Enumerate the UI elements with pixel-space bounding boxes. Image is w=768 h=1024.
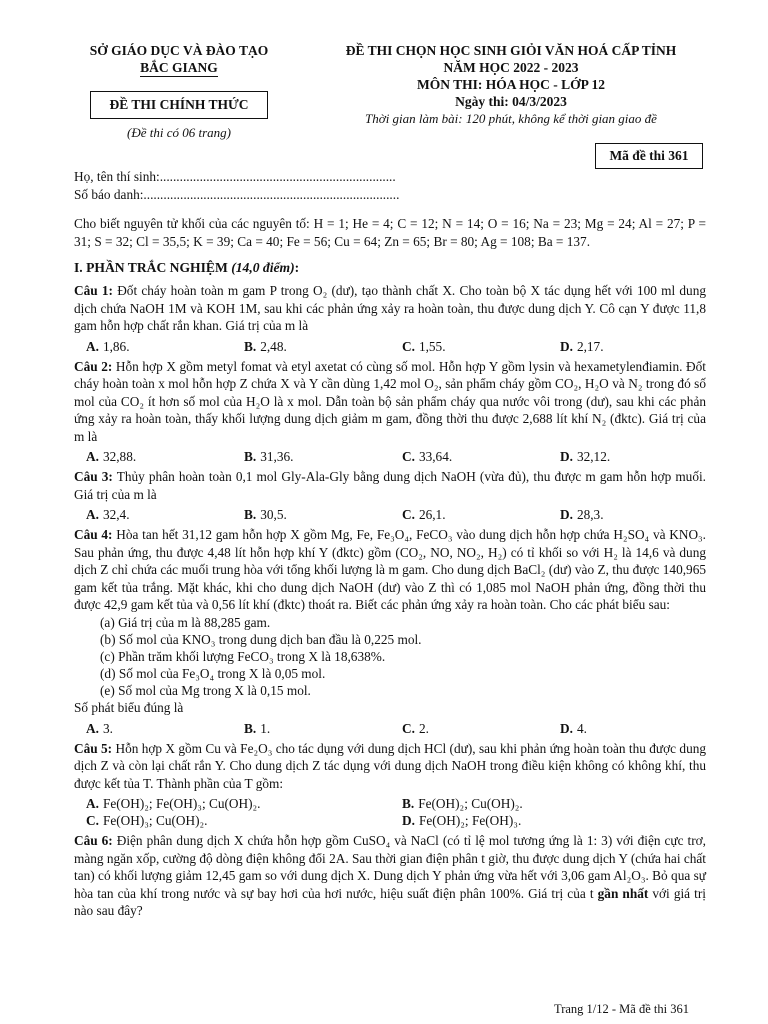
question-2 [74,358,706,446]
option-d [548,506,706,523]
statement-b: (b) Số mol của KNO₃ trong dung dịch ban đầu là 0,225 mol. [100,631,422,647]
school-year: NĂM HỌC 2022 - 2023 [443,60,579,75]
option-c [390,448,548,465]
option-text: 31,36. [260,449,294,464]
question-text: Hòa tan hết 31,12 gam hỗn hợp X gồm Mg, Fe, Fe₃O₄, FeCO₃ vào dung dịch hỗn hợp chứa H₂SO₄ và KNO₃. Sau phản ứng, thu được 4,48 lít hỗn hợp khí Y (đktc) gồm (CO₂, NO, NO₂, H₂) có tỉ khối so với H₂ là 14,6 và dung dịch Z chỉ chứa các muối trung hòa với tổng khối lượng là m gam. Cho dung dịch BaCl₂ (dư) vào Z, thu được 140,965 gam kết tủa trắng. Mặt khác, khi cho dung dịch NaOH (dư) vào Z thì có 1,085 mol NaOH phản ứng, đồng thời thu được 42,9 gam kết tủa và 0,56 lít khí (đktc) thoát ra. Biết các phản ứng xảy ra hoàn toàn. Cho các phát biểu sau: [74,527,707,612]
option-a [74,506,232,523]
option-d [548,720,706,737]
question-label: Câu 3: [74,469,113,484]
question-1 [74,282,706,335]
page-footer: Trang 1/12 - Mã đề thi 361 [554,1002,689,1016]
page-count-note: (Đề thi có 06 trang) [127,125,231,140]
statement-d: (d) Số mol của Fe₃O₄ trong X là 0,05 mol. [100,665,326,681]
question-text: Hỗn hợp X gồm metyl fomat và etyl axetat có cùng số mol. Hỗn hợp Y gồm lysin và hexametylenđiamin. Đốt cháy hoàn toàn x mol hỗn hợp Z chứa X và Y cần dùng 1,42 mol O₂, sản phẩm cháy gồm CO₂, H₂O và N₂ trong đó số mol của CO₂ ít hơn số mol của H₂O là x mol. Dẫn toàn bộ sản phẩm cháy qua nước vôi trong (dư), sau khi các phản ứng xảy ra hoàn toàn, thấy khối lượng dung dịch giảm m gam, đồng thời thu được 2,688 lít khí N₂ (đktc). Giá trị của m là [74,358,707,444]
option-text: 2. [418,720,429,736]
option-a [74,338,232,355]
question-text: Hỗn hợp X gồm Cu và Fe₂O₃ cho tác dụng với dung dịch HCl (dư), sau khi phản ứng hoàn toàn thu được dung dịch Z và còn lại chất rắn Y. Cho dung dịch Z tác dụng với dung dịch NaOH trong điều kiện không có không khí, thu được kết tủa T. Thành phần của T gồm: [74,740,707,791]
question-3-options [74,506,706,523]
question-2-options [74,448,706,465]
option-c [390,506,548,523]
question-text-end: với giá trị nào sau đây? [74,885,706,918]
option-a [74,795,390,812]
option-b [390,795,706,812]
option-text: 32,4. [102,507,130,522]
exam-date: Ngày thi: 04/3/2023 [455,94,567,109]
issuer-province: BẮC GIANG [140,60,218,75]
option-label: D. [560,507,573,522]
option-label: A. [86,338,99,354]
option-label: C. [402,449,415,464]
option-text: 2,17. [576,338,604,354]
option-text: 1. [260,720,271,736]
option-label: B. [244,507,257,522]
option-b [232,448,390,465]
option-a [74,720,232,737]
option-text: Fe(OH)₂; Cu(OH)₂. [418,796,523,811]
statement-c: (c) Phần trăm khối lượng FeCO₃ trong X là 18,638%. [100,648,386,664]
option-b [232,506,390,523]
option-text: Fe(OH)₂; Fe(OH)₃; Cu(OH)₂. [102,796,261,811]
exam-code-box: Mã đề thi 361 [595,143,703,169]
option-text: 28,3. [576,507,604,522]
candidate-id-line: Số báo danh:............................................................................. [74,187,400,202]
question-6 [74,832,706,920]
statement-a: (a) Giá trị của m là 88,285 gam. [100,614,271,630]
option-label: A. [86,507,99,522]
option-text: Fe(OH)₃; Cu(OH)₂. [102,813,208,828]
candidate-name-line: Họ, tên thí sinh:....................................................................... [74,169,396,184]
question-4 [74,526,706,614]
question-text: Điện phân dung dịch X chứa hỗn hợp gồm CuSO₄ và NaCl (có tỉ lệ mol tương ứng là 1: 3) với điện cực trơ, màng ngăn xốp, cường độ dòng điện không đổi 2A. Sau thời gian điện phân t giờ, thu được dung dịch Y (chứa hai chất tan) có khối lượng giảm 12,45 gam so với dung dịch X. Dung dịch Y phản ứng vừa hết với 3,06 gam Al₂O₃. Bỏ qua sự hòa tan của khí trong nước và sự bay hơi của hơi nước, hiệu suất điện phân 100%. Giá trị của t [74,833,707,901]
option-text: 1,55. [418,338,446,354]
question-4-tail: Số phát biểu đúng là [74,699,184,715]
option-label: B. [244,338,257,354]
option-d [548,448,706,465]
exam-title-block [302,42,720,127]
option-c [390,720,548,737]
option-label: D. [560,449,573,464]
section-points: (14,0 điểm) [231,260,295,275]
option-a [74,448,232,465]
question-5-options-row1 [74,795,706,812]
question-3 [74,468,706,503]
time-limit-note: Thời gian làm bài: 120 phút, không kể thời gian giao đề [365,111,657,126]
question-4-options [74,720,706,737]
option-d [548,338,706,355]
section-heading [74,260,706,276]
option-label: C. [86,813,99,828]
option-text: 2,48. [260,338,287,354]
option-label: B. [402,796,415,811]
question-5-options-row2 [74,812,706,829]
option-label: C. [402,507,415,522]
question-5 [74,740,706,793]
option-label: A. [86,796,99,811]
option-label: A. [86,720,99,736]
option-b [232,338,390,355]
question-1-options [74,338,706,355]
option-label: B. [244,449,257,464]
option-text: 26,1. [418,507,446,522]
option-text: 30,5. [260,507,287,522]
section-colon: : [294,260,300,275]
question-label: Câu 4: [74,527,113,542]
exam-title: ĐỀ THI CHỌN HỌC SINH GIỎI VĂN HOÁ CẤP TỈNH [345,43,677,58]
option-label: C. [402,720,415,736]
option-d [390,812,706,829]
issuer-block [66,42,292,141]
option-c [74,812,390,829]
question-label: Câu 1: [74,283,113,298]
option-label: D. [560,720,573,736]
option-label: A. [86,449,99,464]
option-text: 4. [576,720,587,736]
question-text: Đốt cháy hoàn toàn m gam P trong O₂ (dư), tạo thành chất X. Cho toàn bộ X tác dụng hết với 100 ml dung dịch chứa NaOH 1M và KOH 1M, sau khi các phản ứng xảy ra hoàn toàn, thu được dung dịch Y. Cô cạn Y được 11,8 gam hỗn hợp chất rắn khan. Giá trị của m là [74,283,707,333]
option-text: 32,88. [102,449,137,464]
question-label: Câu 5: [74,740,113,756]
statement-e: (e) Số mol của Mg trong X là 0,15 mol. [100,682,311,698]
option-label: B. [244,720,257,736]
official-label-box: ĐỀ THI CHÍNH THỨC [90,91,268,119]
question-emphasis: gần nhất [597,885,649,901]
atomic-masses-note: Cho biết nguyên tử khối của các nguyên tố: H = 1; He = 4; C = 12; N = 14; O = 16; Na = 23; Mg = 24; Al = 27; P = 31; S = 32; Cl = 35,5; K = 39; Ca = 40; Fe = 56; Cu = 64; Zn = 65; Br = 80; Ag = 108; Ba = 137. [74,216,706,249]
option-text: 33,64. [418,449,453,464]
option-label: C. [402,338,415,354]
option-b [232,720,390,737]
option-text: 1,86. [102,338,130,354]
section-title: I. PHẦN TRẮC NGHIỆM [74,260,232,275]
option-text: 32,12. [576,449,611,464]
question-text: Thủy phân hoàn toàn 0,1 mol Gly-Ala-Gly bằng dung dịch NaOH (vừa đủ), thu được m gam hỗn hợp muối. Giá trị của m là [74,469,706,502]
issuer-name: SỞ GIÁO DỤC VÀ ĐÀO TẠO [89,43,269,58]
option-c [390,338,548,355]
exam-content [74,168,706,920]
option-label: D. [560,338,573,354]
question-label: Câu 6: [74,833,113,848]
question-label: Câu 2: [74,358,113,374]
option-text: Fe(OH)₂; Fe(OH)₃. [418,813,522,828]
option-label: D. [402,813,415,828]
option-text: 3. [102,720,113,736]
exam-subject: MÔN THI: HÓA HỌC - LỚP 12 [416,77,605,92]
